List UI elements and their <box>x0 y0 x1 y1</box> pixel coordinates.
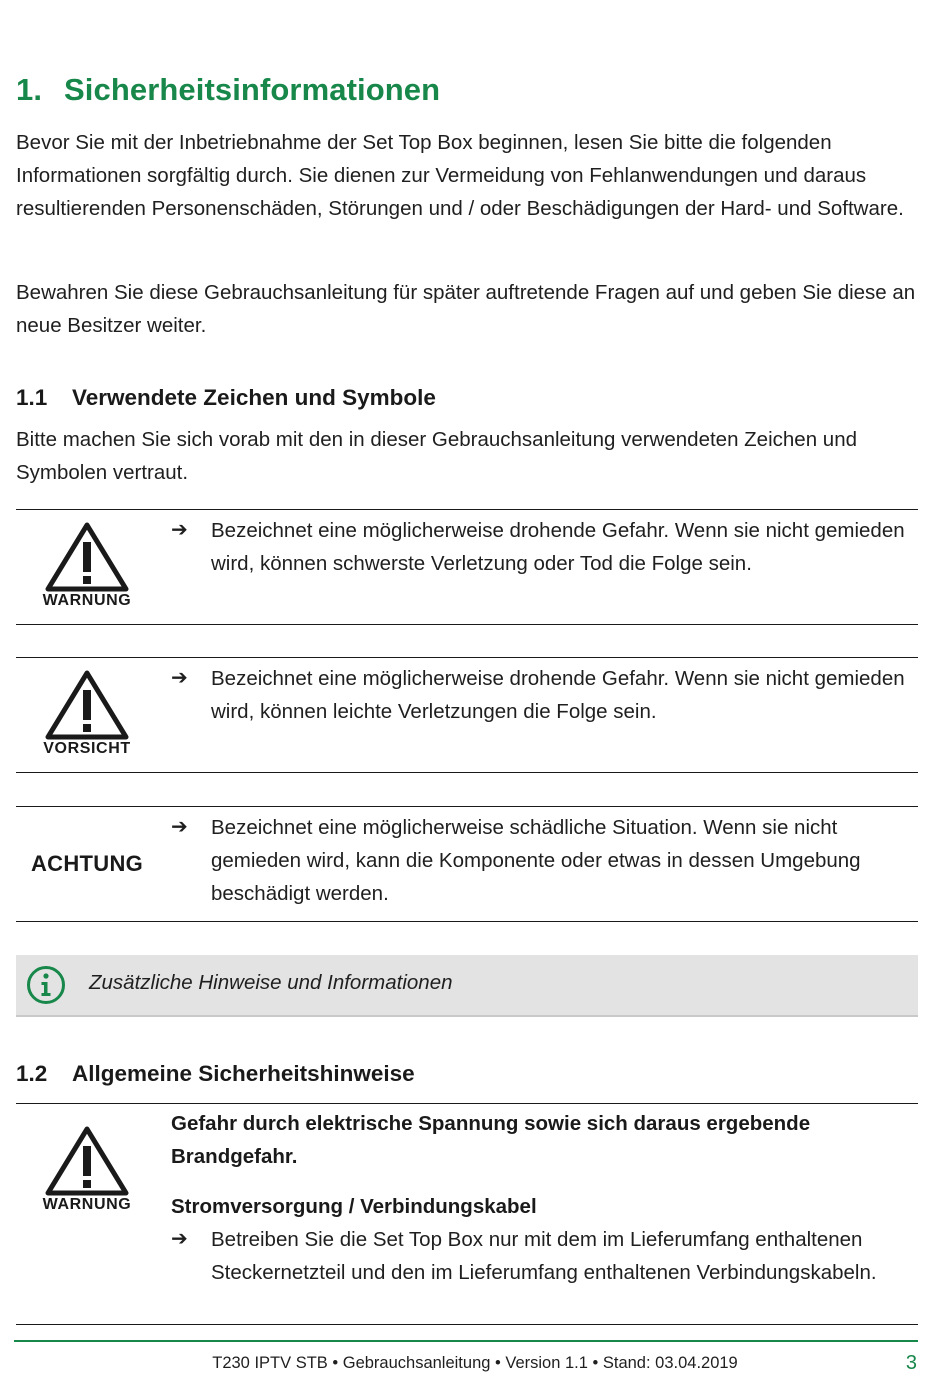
bullet-text: Betreiben Sie die Set Top Box nur mit dem im Lieferumfang enthaltenen Steckernetzteil und den im Lieferumfang enthaltenen Verbindungskabeln. <box>211 1228 877 1284</box>
info-note <box>16 955 918 1017</box>
footer-divider <box>14 1340 918 1342</box>
footer-text: T230 IPTV STB • Gebrauchsanleitung • Version 1.1 • Stand: 03.04.2019 <box>212 1354 738 1372</box>
symbol-cell <box>16 851 158 877</box>
hazard-heading: Gefahr durch elektrische Spannung sowie sich daraus ergebende Brandgefahr. <box>171 1112 811 1168</box>
symbol-description <box>171 662 911 728</box>
subheading: Stromversorgung / Verbindungskabel <box>171 1195 537 1218</box>
symbol-row-achtung <box>16 806 918 922</box>
description-text: Bezeichnet eine möglicherweise drohende Gefahr. Wenn sie nicht gemieden wird, können leichte Verletzungen die Folge sein. <box>211 667 905 723</box>
section-heading-1-1 <box>16 385 436 411</box>
description-text: Bezeichnet eine möglicherweise drohende Gefahr. Wenn sie nicht gemieden wird, können schwerste Verletzung oder Tod die Folge sein. <box>211 519 905 575</box>
warning-triangle-icon <box>44 668 130 742</box>
intro-paragraph: Bevor Sie mit der Inbetriebnahme der Set Top Box beginnen, lesen Sie bitte die folgenden Informationen sorgfältig durch. Sie dienen zur Vermeidung von Fehlanwendungen und daraus resultierenden Personenschäden, Störungen und / oder Beschädigungen der Hard- und Software. <box>16 131 904 220</box>
arrow-icon: ➔ <box>171 667 188 689</box>
arrow-icon: ➔ <box>171 816 188 838</box>
symbol-label: ACHTUNG <box>30 851 144 876</box>
safety-warning-block <box>16 1103 918 1325</box>
warning-triangle-icon <box>44 520 130 594</box>
symbol-row-warnung <box>16 509 918 625</box>
symbol-cell <box>16 510 158 610</box>
symbol-cell <box>16 1118 158 1214</box>
info-text: Zusätzliche Hinweise und Informationen <box>89 971 453 994</box>
symbol-cell <box>16 658 158 758</box>
safety-bullet <box>171 1223 911 1289</box>
section-intro: Bitte machen Sie sich vorab mit den in dieser Gebrauchsanleitung verwendeten Zeichen und Symbolen vertraut. <box>16 428 857 484</box>
symbol-label: WARNUNG <box>42 1196 132 1213</box>
arrow-icon: ➔ <box>171 1228 188 1250</box>
page-number: 3 <box>905 1352 917 1374</box>
intro-paragraph-2: Bewahren Sie diese Gebrauchsanleitung für später auftretende Fragen auf und geben Sie diese an neue Besitzer weiter. <box>16 281 916 337</box>
arrow-icon: ➔ <box>171 519 188 541</box>
section-number: 1.1 <box>16 385 48 410</box>
symbol-row-vorsicht <box>16 657 918 773</box>
section-heading-1-2 <box>16 1061 415 1087</box>
page-title <box>16 72 440 108</box>
info-circle-icon <box>26 965 66 1005</box>
symbol-label: VORSICHT <box>43 740 131 757</box>
description-text: Bezeichnet eine möglicherweise schädliche Situation. Wenn sie nicht gemieden wird, kann die Komponente oder etwas in dessen Umgebung beschädigt werden. <box>211 816 861 905</box>
heading-text: Sicherheitsinformationen <box>64 72 441 107</box>
section-number: 1.2 <box>16 1061 48 1086</box>
section-title: Verwendete Zeichen und Symbole <box>72 385 436 410</box>
symbol-description <box>171 514 911 580</box>
heading-number: 1. <box>16 72 43 107</box>
section-title: Allgemeine Sicherheitshinweise <box>72 1061 415 1086</box>
warning-triangle-icon <box>44 1124 130 1198</box>
symbol-description <box>171 811 911 910</box>
symbol-label: WARNUNG <box>42 592 132 609</box>
